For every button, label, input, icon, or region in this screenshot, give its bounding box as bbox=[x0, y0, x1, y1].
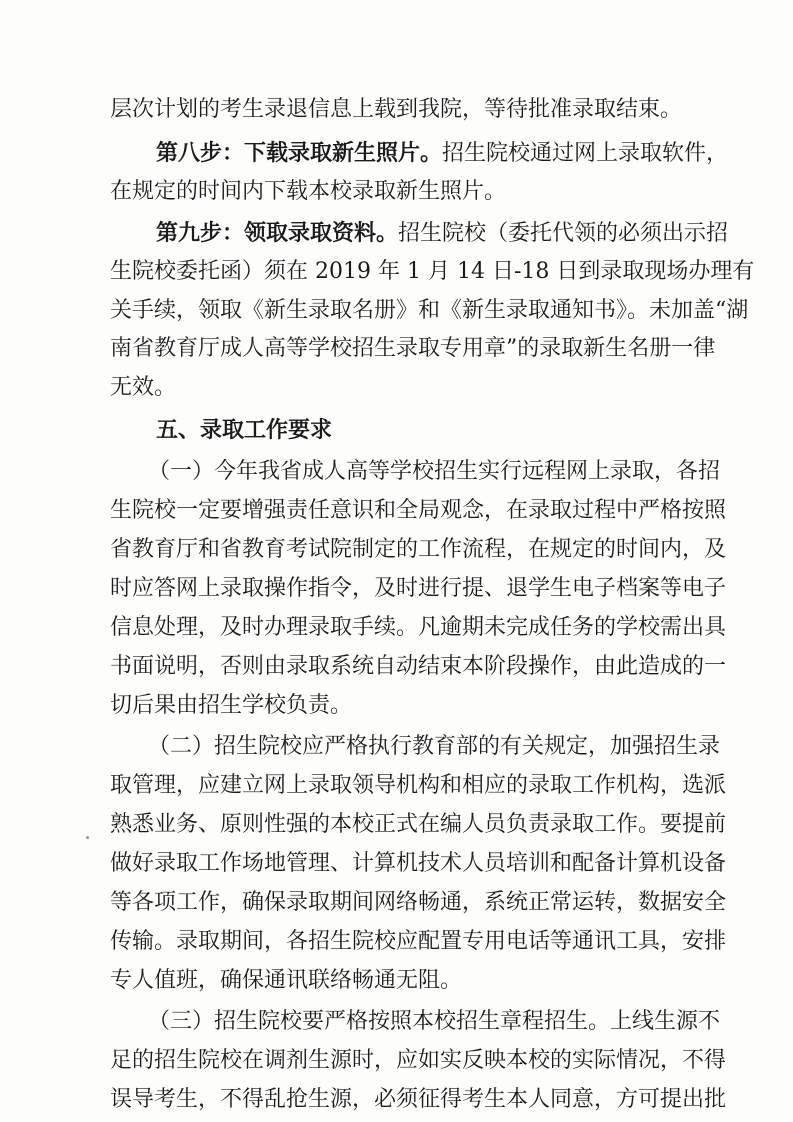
paragraph-line bbox=[0, 1039, 793, 1083]
line-text: 时应答网上录取操作指令，及时进行提、退学生电子档案等电子 bbox=[110, 576, 727, 601]
line-text: 做好录取工作场地管理、计算机技术人员培训和配备计算机设备 bbox=[110, 851, 727, 876]
line-text: 南省教育厅成人高等学校招生录取专用章”的录取新生名册一律 bbox=[110, 336, 716, 361]
line-text: 等各项工作，确保录取期间网络畅通，系统正常运转，数据安全 bbox=[110, 890, 727, 915]
line-text: 切后果由招生学校负责。 bbox=[110, 693, 353, 718]
paragraph-line bbox=[0, 842, 793, 886]
section-heading: 五、录取工作要求 bbox=[156, 418, 333, 443]
line-text: 无效。 bbox=[110, 375, 177, 400]
line-text: 关手续，领取《新生录取名册》和《新生录取通知书》。未加盖“湖 bbox=[110, 298, 749, 323]
line-text: 取管理，应建立网上录取领导机构和相应的录取工作机构，选派 bbox=[110, 773, 727, 798]
line-text: 层次计划的考生录退信息上载到我院，等待批准录取结束。 bbox=[110, 97, 683, 122]
step-9-heading: 第九步：领取录取资料。 bbox=[156, 221, 399, 246]
paragraph-line bbox=[0, 327, 793, 371]
line-text: 信息处理，及时办理录取手续。凡逾期未完成任务的学校需出具 bbox=[110, 615, 727, 640]
line-text: 招生院校通过网上录取软件， bbox=[442, 141, 729, 166]
line-text: （一）今年我省成人高等学校招生实行远程网上录取，各招 bbox=[148, 459, 721, 484]
paragraph-line bbox=[0, 1000, 793, 1044]
paragraph-line bbox=[0, 764, 793, 808]
paragraph-line bbox=[0, 170, 793, 214]
paragraph-line bbox=[0, 88, 793, 132]
paragraph-line bbox=[0, 645, 793, 689]
line-text: 省教育厅和省教育考试院制定的工作流程，在规定的时间内，及 bbox=[110, 537, 727, 562]
paragraph-line bbox=[0, 684, 793, 728]
line-text: （二）招生院校应严格执行教育部的有关规定，加强招生录 bbox=[148, 734, 721, 759]
section-heading-line bbox=[0, 409, 793, 453]
line-text: 专人值班，确保通讯联络畅通无阻。 bbox=[110, 968, 463, 993]
line-text: 足的招生院校在调剂生源时，应如实反映本校的实际情况，不得 bbox=[110, 1048, 727, 1073]
line-text: 熟悉业务、原则性强的本校正式在编人员负责录取工作。要提前 bbox=[110, 812, 727, 837]
line-text: 招生院校（委托代领的必须出示招 bbox=[398, 221, 729, 246]
paragraph-line bbox=[0, 920, 793, 964]
paragraph-line bbox=[0, 366, 793, 410]
paragraph-line bbox=[0, 489, 793, 533]
paragraph-line bbox=[0, 1078, 793, 1122]
line-text: 误导考生，不得乱抢生源，必须征得考生本人同意，方可提出批 bbox=[110, 1087, 727, 1112]
paragraph-line bbox=[0, 528, 793, 572]
scan-mark bbox=[86, 836, 89, 839]
paragraph-line bbox=[0, 450, 793, 494]
step-8-heading: 第八步：下载录取新生照片。 bbox=[156, 141, 443, 166]
paragraph-line bbox=[0, 250, 793, 294]
line-text: 在规定的时间内下载本校录取新生照片。 bbox=[110, 179, 507, 204]
paragraph-line bbox=[0, 803, 793, 847]
line-text: 传输。录取期间，各招生院校应配置专用电话等通讯工具，安排 bbox=[110, 929, 727, 954]
paragraph-line bbox=[0, 725, 793, 769]
paragraph-line bbox=[0, 606, 793, 650]
line-text: 书面说明，否则由录取系统自动结束本阶段操作，由此造成的一 bbox=[110, 654, 727, 679]
paragraph-line bbox=[0, 881, 793, 925]
line-text: 生院校委托函）须在 2019 年 1 月 14 日-18 日到录取现场办理有 bbox=[110, 259, 755, 284]
line-text: 生院校一定要增强责任意识和全局观念，在录取过程中严格按照 bbox=[110, 498, 727, 523]
paragraph-line bbox=[0, 567, 793, 611]
paragraph-line bbox=[0, 959, 793, 1003]
line-text: （三）招生院校要严格按照本校招生章程招生。上线生源不 bbox=[148, 1009, 721, 1034]
